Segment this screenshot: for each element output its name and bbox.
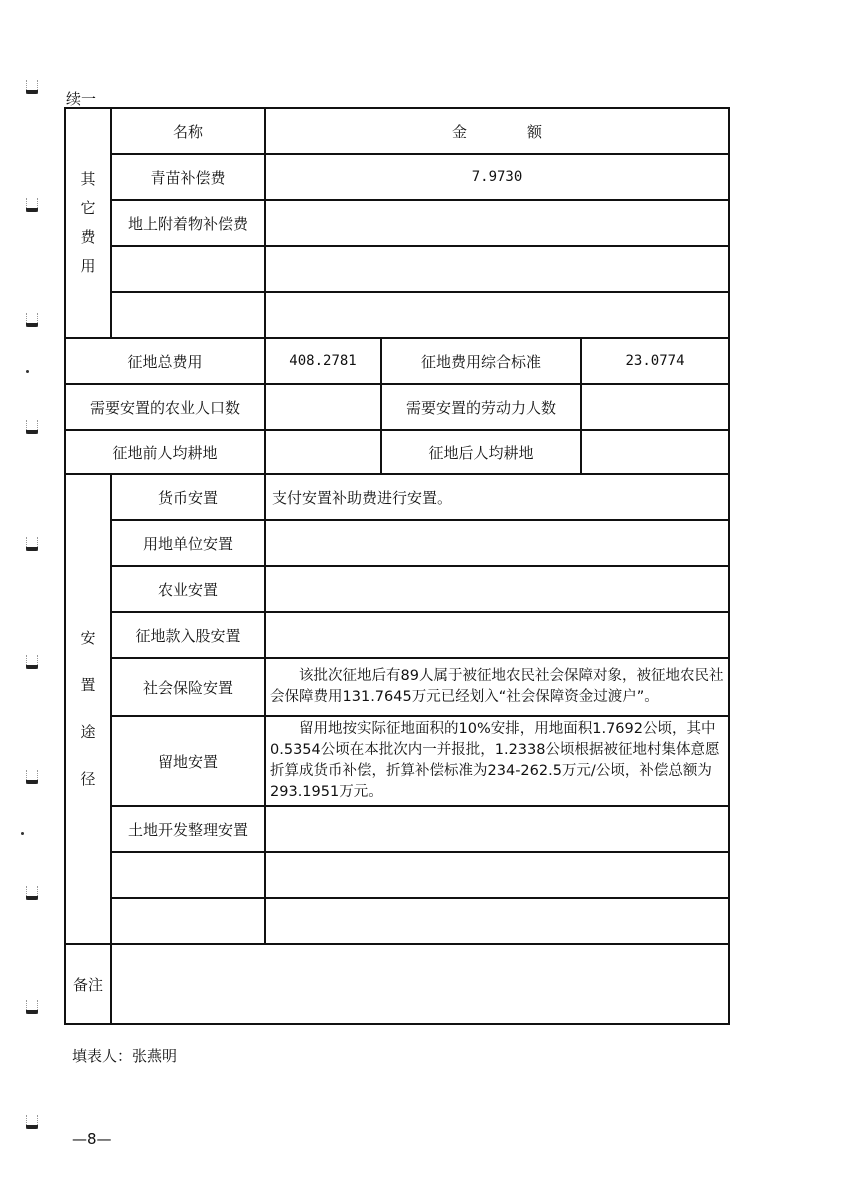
scan-speck [21,832,24,835]
labor-value[interactable] [581,384,729,430]
before-label: 征地前人均耕地 [65,430,265,474]
binding-hole-mark [26,1115,38,1129]
section-char: 费 [80,228,96,246]
after-value[interactable] [581,430,729,474]
fee-amount-cell[interactable]: 7.9730 [265,154,729,200]
before-value[interactable] [265,430,381,474]
continuation-label: 续一 [66,90,97,108]
resettlement-name-cell: 农业安置 [111,566,265,612]
binding-hole-mark [26,420,38,434]
after-label: 征地后人均耕地 [381,430,581,474]
section-char: 置 [80,676,96,694]
binding-hole-mark [26,1000,38,1014]
resettlement-content-cell[interactable] [265,612,729,658]
binding-hole-mark [26,313,38,327]
binding-hole-mark [26,770,38,784]
fee-name-cell: 青苗补偿费 [111,154,265,200]
resettlement-section-label [65,474,111,944]
standard-label: 征地费用综合标准 [381,338,581,384]
section-char: 径 [80,770,96,788]
binding-hole-mark [26,537,38,551]
labor-label: 需要安置的劳动力人数 [381,384,581,430]
resettlement-content-cell[interactable] [265,716,729,806]
fee-amount-cell[interactable] [265,246,729,292]
resettlement-name-cell[interactable] [111,898,265,944]
total-fee-value[interactable]: 408.2781 [265,338,381,384]
fee-name-cell[interactable] [111,292,265,338]
total-fee-label: 征地总费用 [65,338,265,384]
standard-value[interactable]: 23.0774 [581,338,729,384]
header-amount: 金 额 [265,108,729,154]
resettlement-name-cell: 用地单位安置 [111,520,265,566]
remarks-content[interactable] [111,944,729,1024]
reserved-land-text: 留用地按实际征地面积的10%安排，用地面积1.7692公顷，其中0.5354公顷在本批次内一并报批，1.2338公顷根据被征地村集体意愿折算成货币补偿，折算补偿标准为234-262.5万元/公顷，补偿总额为293.1951万元。 [270,721,720,800]
land-acquisition-form [64,107,730,1025]
section-char: 用 [80,257,96,275]
resettlement-content-cell[interactable] [265,852,729,898]
page-number: —8— [72,1130,112,1148]
binding-hole-mark [26,886,38,900]
resettlement-content-cell[interactable] [265,898,729,944]
section-char: 其 [80,170,96,188]
resettlement-name-cell[interactable] [111,852,265,898]
resettlement-name-cell: 征地款入股安置 [111,612,265,658]
fee-amount-cell[interactable] [265,200,729,246]
header-name: 名称 [111,108,265,154]
resettlement-name-cell: 留地安置 [111,716,265,806]
resettlement-name-cell: 社会保险安置 [111,658,265,716]
section-char: 途 [80,723,96,741]
remarks-label: 备注 [65,944,111,1024]
resettlement-content-cell[interactable] [265,806,729,852]
resettlement-name-cell: 土地开发整理安置 [111,806,265,852]
agri-pop-label: 需要安置的农业人口数 [65,384,265,430]
fee-name-cell[interactable] [111,246,265,292]
resettlement-name-cell: 货币安置 [111,474,265,520]
resettlement-content-cell[interactable] [265,658,729,716]
section-char: 安 [80,629,96,647]
fee-amount-cell[interactable] [265,292,729,338]
scan-speck [26,370,29,373]
section-char: 它 [80,199,96,217]
resettlement-content-cell[interactable] [265,520,729,566]
fee-name-cell: 地上附着物补偿费 [111,200,265,246]
other-fees-section-label [65,108,111,338]
binding-hole-mark [26,655,38,669]
filler-line [72,1045,177,1066]
resettlement-content-cell[interactable] [265,566,729,612]
binding-hole-mark [26,80,38,94]
filler-name: 张燕明 [132,1047,178,1065]
resettlement-content-cell[interactable]: 支付安置补助费进行安置。 [265,474,729,520]
filler-label: 填表人： [72,1047,133,1065]
social-insurance-text: 该批次征地后有89人属于被征地农民社会保障对象，被征地农民社会保障费用131.7645万元已经划入“社会保障资金过渡户”。 [270,668,724,705]
binding-hole-mark [26,198,38,212]
agri-pop-value[interactable] [265,384,381,430]
